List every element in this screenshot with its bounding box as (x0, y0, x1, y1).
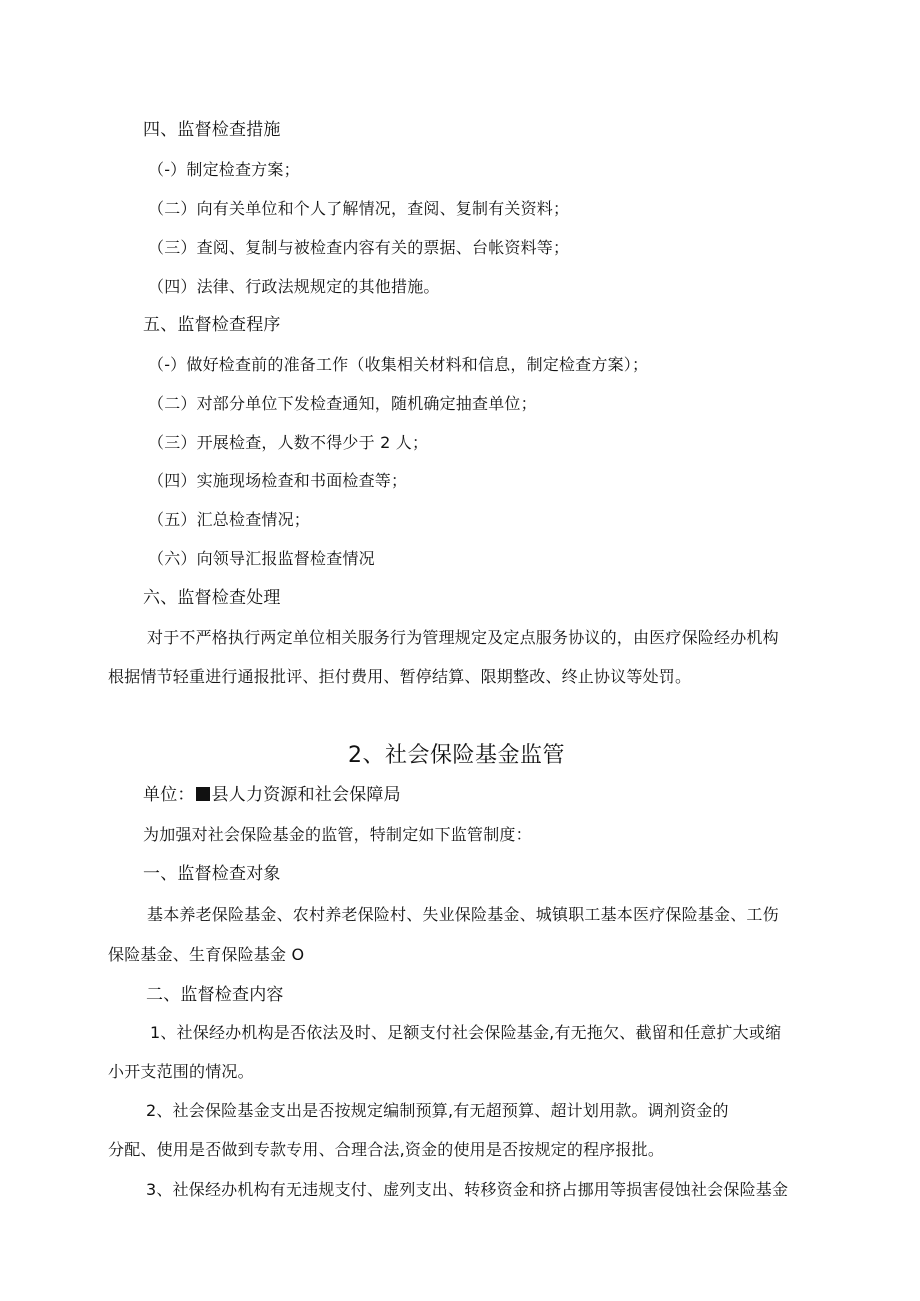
section5-heading: 五、监督检查程序 (143, 315, 281, 335)
part2-section2-heading: 二、监督检查内容 (146, 985, 284, 1005)
section5-item-2: （二）对部分单位下发检查通知，随机确定抽查单位； (148, 394, 537, 413)
part2-section1-line2: 保险基金、生育保险基金 O (108, 945, 305, 964)
section4-item-1: （-）制定检查方案； (148, 160, 300, 179)
section6-heading: 六、监督检查处理 (143, 588, 281, 608)
section4-item-2: （二）向有关单位和个人了解情况，查阅、复制有关资料； (148, 199, 570, 218)
part2-intro: 为加强对社会保险基金的监管，特制定如下监管制度： (143, 825, 532, 844)
part2-section1-heading: 一、监督检查对象 (143, 864, 281, 884)
section5-item-4: （四）实施现场检查和书面检查等； (148, 471, 408, 490)
section4-item-4: （四）法律、行政法规规定的其他措施。 (148, 277, 440, 296)
content-1-line1: 1、社保经办机构是否依法及时、足额支付社会保险基金,有无拖欠、截留和任意扩大或缩 (150, 1023, 782, 1042)
section6-paragraph-line2: 根据情节轻重进行通报批评、拒付费用、暂停结算、限期整改、终止协议等处罚。 (108, 667, 692, 686)
section6-paragraph-line1: 对于不严格执行两定单位相关服务行为管理规定及定点服务协议的，由医疗保险经办机构 (147, 628, 779, 647)
redaction-square-icon (196, 787, 210, 801)
section4-item-3: （三）查阅、复制与被检查内容有关的票据、台帐资料等； (148, 238, 570, 257)
content-3-line1: 3、社保经办机构有无违规支付、虚列支出、转移资金和挤占挪用等损害侵蚀社会保险基金 (146, 1180, 789, 1199)
part2-section1-line1: 基本养老保险基金、农村养老保险村、失业保险基金、城镇职工基本医疗保险基金、工伤 (147, 905, 779, 924)
section4-heading: 四、监督检查措施 (143, 120, 281, 140)
content-2-line2: 分配、使用是否做到专款专用、合理合法,资金的使用是否按规定的程序报批。 (108, 1140, 665, 1159)
content-2-line1: 2、社会保险基金支出是否按规定编制预算,有无超预算、超计划用款。调剂资金的 (146, 1101, 729, 1120)
unit-line (143, 784, 401, 806)
unit-label: 单位： (143, 785, 195, 805)
section5-item-3: （三）开展检查，人数不得少于 2 人； (148, 433, 429, 452)
section5-item-1: （-）做好检查前的准备工作（收集相关材料和信息，制定检查方案）； (148, 355, 649, 374)
part2-title: 2、社会保险基金监管 (348, 743, 565, 768)
section5-item-5: （五）汇总检查情况； (148, 510, 311, 529)
unit-name: 县人力资源和社会保障局 (211, 785, 401, 805)
content-1-line2: 小开支范围的情况。 (108, 1062, 254, 1081)
section5-item-6: （六）向领导汇报监督检查情况 (148, 549, 375, 568)
